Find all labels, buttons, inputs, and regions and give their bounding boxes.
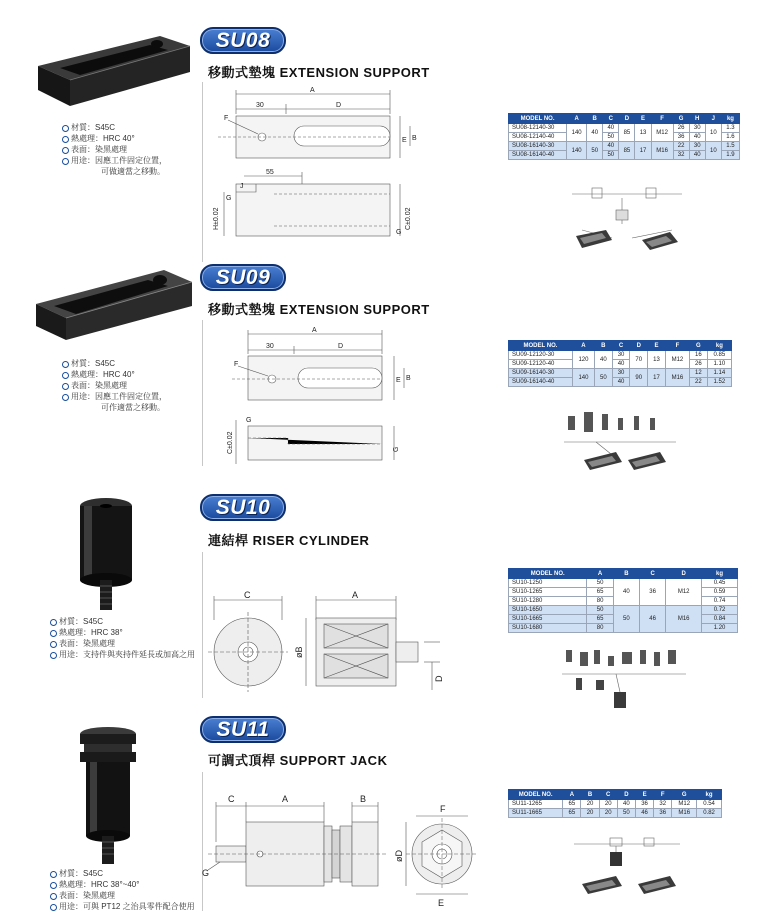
dimension-label: G: [202, 868, 210, 878]
table-cell: SU08-16140-40: [509, 151, 567, 160]
su09-spec-table: [508, 340, 732, 387]
table-cell: 0.84: [702, 615, 738, 624]
table-cell: SU10-1265: [509, 588, 587, 597]
dimension-label: G: [246, 417, 252, 424]
spec-item: 熱處理：HRC 38°: [50, 627, 195, 638]
su09-title: 移動式墊塊 EXTENSION SUPPORT: [208, 302, 430, 317]
table-cell: 10: [705, 142, 721, 160]
table-cell: 0.74: [702, 597, 738, 606]
table-cell: SU08-12140-40: [509, 133, 567, 142]
product-su11: [0, 708, 781, 911]
table-cell: 50: [603, 151, 619, 160]
table-cell: M16: [651, 142, 673, 160]
table-cell: 40: [594, 351, 612, 369]
table-cell: SU08-16140-30: [509, 142, 567, 151]
table-cell: 30: [612, 369, 630, 378]
table-cell: SU11-1265: [509, 800, 563, 809]
table-cell: 30: [612, 351, 630, 360]
table-cell: 22: [690, 378, 708, 387]
column-header: B: [581, 790, 599, 800]
table-cell: 40: [689, 151, 705, 160]
table-cell: 1.20: [702, 624, 738, 633]
dimension-label: F: [224, 115, 229, 122]
table-cell: SU09-12120-30: [509, 351, 573, 360]
column-header: D: [617, 790, 635, 800]
column-header: E: [635, 114, 651, 124]
table-cell: 65: [563, 800, 581, 809]
product-su09: [0, 262, 781, 472]
su08-setup-illustration: [562, 180, 692, 256]
table-cell: M16: [665, 369, 689, 387]
table-cell: SU10-1665: [509, 615, 587, 624]
table-cell: 22: [673, 142, 689, 151]
su10-code-badge: SU10: [200, 494, 286, 521]
table-cell: 20: [599, 809, 617, 818]
dimension-label: C±0.02: [227, 431, 234, 454]
table-cell: 30: [689, 142, 705, 151]
table-cell: M12: [665, 351, 689, 369]
table-cell: 46: [640, 606, 666, 633]
su09-dimension-drawing: [222, 324, 422, 470]
spec-item: 表面：染黑處理: [50, 638, 195, 649]
table-cell: SU08-12140-30: [509, 124, 567, 133]
column-header: D: [666, 569, 702, 579]
dimension-label: E: [438, 898, 445, 908]
spec-item: 材質：S45C: [50, 616, 195, 627]
table-row: [509, 142, 740, 151]
su08-code-badge: SU08: [200, 27, 286, 54]
table-cell: 0.54: [697, 800, 722, 809]
column-header: F: [654, 790, 672, 800]
spec-item: 表面：染黑處理: [62, 380, 167, 391]
su09-setup-illustration: [556, 402, 686, 480]
column-header: kg: [707, 341, 731, 351]
table-cell: 1.6: [721, 133, 739, 142]
su11-setup-illustration: [560, 832, 690, 906]
table-cell: 40: [617, 800, 635, 809]
table-cell: 1.14: [707, 369, 731, 378]
table-cell: 0.85: [707, 351, 731, 360]
dimension-label: D: [434, 675, 444, 682]
divider: [202, 320, 203, 466]
table-cell: 32: [673, 151, 689, 160]
table-cell: 50: [603, 133, 619, 142]
su09-product-photo: [30, 260, 200, 344]
table-cell: SU09-16140-30: [509, 369, 573, 378]
column-header: G: [690, 341, 708, 351]
table-cell: 140: [567, 142, 587, 160]
dimension-label: øD: [394, 850, 404, 862]
spec-item: 用途：可與 PT12 之治具零件配合使用: [50, 901, 195, 912]
dimension-label: C±0.02: [405, 207, 412, 230]
table-cell: 16: [690, 351, 708, 360]
table-cell: 70: [630, 351, 648, 369]
dimension-label: G: [226, 195, 232, 202]
table-cell: 1.3: [721, 124, 739, 133]
su08-dimension-drawing: [214, 84, 430, 254]
column-header: A: [587, 569, 613, 579]
table-cell: SU10-1250: [509, 579, 587, 588]
table-cell: SU10-1280: [509, 597, 587, 606]
table-cell: 13: [648, 351, 666, 369]
table-cell: 1.5: [721, 142, 739, 151]
table-cell: 50: [587, 606, 613, 615]
dimension-label: E: [402, 137, 407, 144]
spec-item: 熱處理：HRC 38°~40°: [50, 879, 195, 890]
column-header: C: [599, 790, 617, 800]
column-header: kg: [721, 114, 739, 124]
table-cell: 50: [617, 809, 635, 818]
dimension-label: J: [240, 183, 244, 190]
table-cell: 50: [587, 579, 613, 588]
su08-spec-list: [62, 122, 167, 177]
dimension-label: 30: [266, 343, 274, 350]
table-cell: 50: [613, 606, 639, 633]
table-cell: SU11-1665: [509, 809, 563, 818]
divider: [202, 82, 203, 262]
su11-dimension-drawing: [200, 792, 490, 910]
spec-item: 表面：染黑處理: [50, 890, 195, 901]
dimension-label: 30: [256, 102, 264, 109]
table-cell: 1.52: [707, 378, 731, 387]
table-cell: M12: [666, 579, 702, 606]
table-cell: 80: [587, 624, 613, 633]
dimension-label: D: [338, 343, 344, 350]
table-cell: 30: [689, 124, 705, 133]
dimension-label: A: [282, 794, 289, 804]
column-header: H: [689, 114, 705, 124]
dimension-label: G: [393, 446, 400, 452]
spec-item: 熱處理：HRC 40°: [62, 369, 167, 380]
su08-spec-table: [508, 113, 740, 160]
su10-title: 連結桿 RISER CYLINDER: [208, 533, 370, 548]
table-cell: 20: [581, 800, 599, 809]
spec-item: 用途：因應工件固定位置， 可作適當之移動。: [62, 391, 167, 413]
table-cell: 65: [587, 588, 613, 597]
spec-item: 表面：染黑處理: [62, 144, 167, 155]
table-cell: SU10-1680: [509, 624, 587, 633]
su10-spec-list: [50, 616, 195, 660]
dimension-label: F: [234, 361, 239, 368]
table-row: [509, 124, 740, 133]
table-row: [509, 606, 738, 615]
table-row: [509, 369, 732, 378]
column-header: kg: [697, 790, 722, 800]
table-cell: 12: [690, 369, 708, 378]
column-header: MODEL NO.: [509, 790, 563, 800]
su10-product-photo: [70, 494, 150, 614]
su08-title: 移動式墊塊 EXTENSION SUPPORT: [208, 65, 430, 80]
su08-product-photo: [30, 28, 200, 108]
table-cell: 40: [603, 124, 619, 133]
column-header: A: [563, 790, 581, 800]
dimension-label: A: [310, 87, 315, 94]
table-cell: 10: [705, 124, 721, 142]
table-row: [509, 351, 732, 360]
table-cell: 36: [640, 579, 666, 606]
su11-title: 可調式頂桿 SUPPORT JACK: [208, 753, 388, 768]
table-cell: 50: [594, 369, 612, 387]
table-cell: 65: [563, 809, 581, 818]
table-cell: 13: [635, 124, 651, 142]
table-row: [509, 378, 732, 387]
table-cell: 36: [654, 809, 672, 818]
table-cell: SU10-1650: [509, 606, 587, 615]
table-row: [509, 809, 722, 818]
dimension-label: 55: [266, 169, 274, 176]
dimension-label: E: [396, 377, 401, 384]
table-cell: M12: [672, 800, 697, 809]
column-header: B: [594, 341, 612, 351]
table-cell: 36: [635, 800, 653, 809]
table-cell: 0.59: [702, 588, 738, 597]
table-cell: M16: [672, 809, 697, 818]
dimension-label: H±0.02: [213, 207, 220, 230]
column-header: A: [572, 341, 594, 351]
column-header: G: [673, 114, 689, 124]
dimension-label: C: [244, 590, 251, 600]
spec-item: 熱處理：HRC 40°: [62, 133, 167, 144]
su11-spec-list: [50, 868, 195, 912]
column-header: E: [635, 790, 653, 800]
dimension-label: C: [228, 794, 235, 804]
column-header: MODEL NO.: [509, 114, 567, 124]
column-header: B: [613, 569, 639, 579]
table-cell: 0.82: [697, 809, 722, 818]
table-cell: 40: [603, 142, 619, 151]
column-header: F: [651, 114, 673, 124]
column-header: B: [587, 114, 603, 124]
su11-code-badge: SU11: [200, 716, 286, 743]
table-row: [509, 360, 732, 369]
su10-dimension-drawing: [206, 590, 454, 698]
dimension-label: A: [352, 590, 359, 600]
table-cell: 140: [572, 369, 594, 387]
table-cell: M16: [666, 606, 702, 633]
su11-spec-table: [508, 789, 722, 818]
column-header: MODEL NO.: [509, 569, 587, 579]
column-header: D: [619, 114, 635, 124]
table-cell: 85: [619, 142, 635, 160]
table-cell: 65: [587, 615, 613, 624]
table-cell: 32: [654, 800, 672, 809]
spec-item: 用途：支持件與夾持件延長或加高之用: [50, 649, 195, 660]
table-cell: 80: [587, 597, 613, 606]
table-cell: SU09-16140-40: [509, 378, 573, 387]
column-header: J: [705, 114, 721, 124]
dimension-label: øB: [294, 646, 304, 658]
table-cell: 46: [635, 809, 653, 818]
table-cell: 1.10: [707, 360, 731, 369]
dimension-label: B: [406, 375, 411, 382]
table-row: [509, 579, 738, 588]
table-cell: 0.45: [702, 579, 738, 588]
column-header: G: [672, 790, 697, 800]
table-cell: 85: [619, 124, 635, 142]
table-cell: 40: [612, 378, 630, 387]
spec-item: 材質：S45C: [62, 358, 167, 369]
table-cell: 120: [572, 351, 594, 369]
table-cell: 90: [630, 369, 648, 387]
table-cell: 20: [581, 809, 599, 818]
su09-spec-list: [62, 358, 167, 413]
table-cell: 40: [613, 579, 639, 606]
su10-setup-illustration: [556, 642, 696, 716]
column-header: kg: [702, 569, 738, 579]
column-header: A: [567, 114, 587, 124]
su10-spec-table: [508, 568, 738, 633]
table-cell: 40: [689, 133, 705, 142]
table-cell: 50: [587, 142, 603, 160]
product-su08: [0, 0, 781, 262]
table-cell: 140: [567, 124, 587, 142]
table-cell: M12: [651, 124, 673, 142]
column-header: C: [640, 569, 666, 579]
divider: [202, 552, 203, 698]
su11-product-photo: [70, 726, 150, 868]
column-header: C: [612, 341, 630, 351]
table-cell: 17: [635, 142, 651, 160]
spec-item: 材質：S45C: [62, 122, 167, 133]
dimension-label: F: [440, 804, 446, 814]
table-cell: SU09-12120-40: [509, 360, 573, 369]
spec-item: 用途：因應工件固定位置， 可做適當之移動。: [62, 155, 167, 177]
table-row: [509, 800, 722, 809]
table-cell: 40: [587, 124, 603, 142]
table-cell: 40: [612, 360, 630, 369]
table-cell: 26: [690, 360, 708, 369]
table-cell: 1.9: [721, 151, 739, 160]
dimension-label: B: [412, 135, 417, 142]
table-cell: 36: [673, 133, 689, 142]
table-cell: 17: [648, 369, 666, 387]
column-header: F: [665, 341, 689, 351]
dimension-label: G: [396, 229, 402, 236]
column-header: MODEL NO.: [509, 341, 573, 351]
table-cell: 20: [599, 800, 617, 809]
column-header: D: [630, 341, 648, 351]
su09-code-badge: SU09: [200, 264, 286, 291]
spec-item: 材質：S45C: [50, 868, 195, 879]
dimension-label: B: [360, 794, 367, 804]
column-header: C: [603, 114, 619, 124]
column-header: E: [648, 341, 666, 351]
dimension-label: A: [312, 327, 317, 334]
dimension-label: D: [336, 102, 342, 109]
table-cell: 26: [673, 124, 689, 133]
product-su10: [0, 480, 781, 700]
table-cell: 0.72: [702, 606, 738, 615]
